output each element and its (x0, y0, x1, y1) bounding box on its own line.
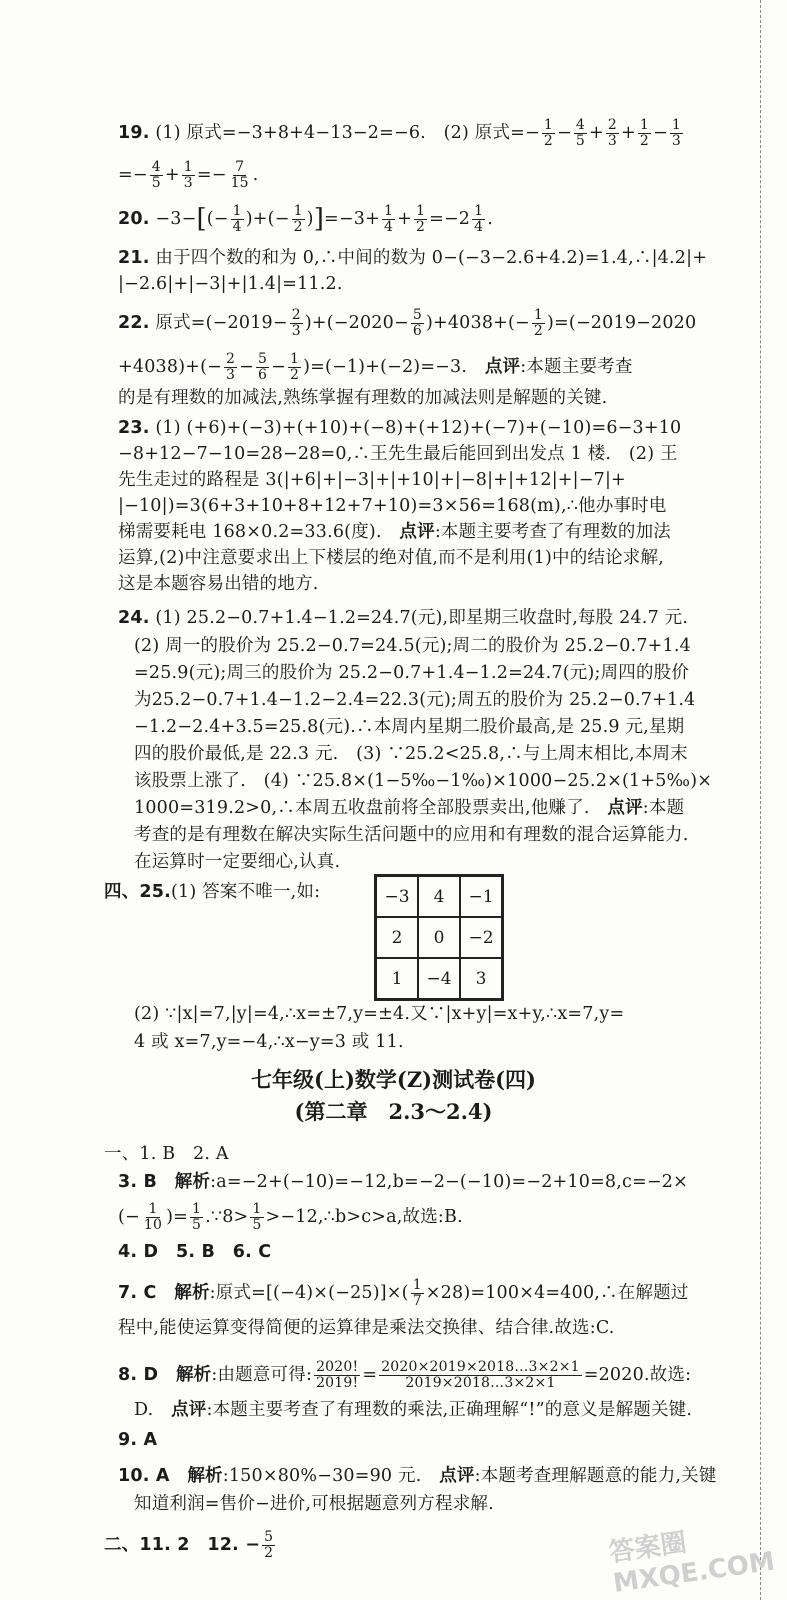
q24-line2: (2) 周一的股价为 25.2−0.7=24.5(元);周二的股价为 25.2−0.7+1.4 (134, 636, 691, 656)
s1-q3-line1: 3. B 解析:a=−2+(−10)=−12,b=−2−(−10)=−2+10=8,c=−2× (118, 1172, 688, 1192)
s2-q11-12: 二、11. 2 12. − $\frac{5}{2}$ (104, 1529, 274, 1561)
s1-q8-line2: D. 点评:本题主要考查了有理数的乘法,正确理解“!”的意义是解题关键. (134, 1400, 693, 1420)
q23-line1: 23. (1) (+6)+(−3)+(+10)+(−8)+(+12)+(−7)+(−10)=6−3+10 (118, 418, 682, 438)
grid-cell: 4 (418, 876, 460, 918)
s1-q4-6: 4. D 5. B 6. C (118, 1242, 272, 1262)
q19-line2: =− $\frac{4}{5}$ + $\frac{1}{3}$ =− $\frac{7}{15}$ . (118, 159, 259, 191)
q20-line: 20. −3−[(− $\frac{1}{4}$ )+(− $\frac{1}{2}$ )]=−3+ $\frac{1}{4}$ + $\frac{1}{2}$ =−2 $\frac{1}{4}$ . (118, 203, 494, 235)
grid-cell: −4 (418, 958, 460, 1000)
grid-cell: −1 (460, 876, 503, 918)
q24-line1: 24. (1) 25.2−0.7+1.4−1.2=24.7(元),即星期三收盘时,每股 24.7 元. (118, 608, 689, 628)
grid-cell: 3 (460, 958, 503, 1000)
grid-cell: −3 (376, 876, 419, 918)
watermark-logo: 答案圈 MXQE.COM (607, 1527, 777, 1599)
q23-line3: 先生走过的路程是 3(|+6|+|−3|+|+10|+|−8|+|+12|+|−7|+ (118, 470, 626, 490)
q25-line2: (2) ∵|x|=7,|y|=4,∴x=±7,y=±4.又∵|x+y|=x+y,∴x=7,y= (134, 1004, 625, 1024)
q25-line1: 四、25.(1) 答案不唯一,如: (104, 882, 321, 902)
magic-square-grid (374, 874, 504, 1001)
q23-line2: −8+12−7−10=28−28=0,∴王先生最后能回到出发点 1 楼. (2) 王 (118, 444, 678, 464)
q24-line4: 为25.2−0.7+1.4−1.2−2.4=22.3(元);周五的股价为 25.2−0.7+1.4 (134, 690, 696, 710)
s1-q7-line2: 程中,能使运算变得简便的运算律是乘法交换律、结合律.故选:C. (118, 1318, 615, 1338)
q22-line1: 22. 原式=(−2019− $\frac{2}{3}$ )+(−2020− $\frac{5}{6}$ )+4038+(− $\frac{1}{2}$ )=(−2019−2020 (118, 307, 697, 339)
q22-line3: 的是有理数的加减法,熟练掌握有理数的加减法则是解题的关键. (118, 388, 608, 408)
q24-line5: −1.2−2.4+3.5=25.8(元).∴本周内星期二股价最高,是 25.9 元,星期 (134, 717, 685, 737)
test-subtitle: (第二章 2.3～2.4) (294, 1099, 493, 1124)
q19-line1: 19. (1) 原式=−3+8+4−13−2=−6. (2) 原式=− $\frac{1}{2}$ − $\frac{4}{5}$ + $\frac{2}{3}$ + $\frac{1}{2}$ − $\frac{1}{3}$ (118, 117, 681, 149)
q23-line4: |−10|)=3(6+3+10+8+12+7+10)=3×56=168(m),∴他办事时电 (118, 496, 667, 516)
grid-cell: 0 (418, 917, 460, 958)
q24-line7: 该股票上涨了. (4) ∵25.8×(1−5‰−1‰)×1000−25.2×(1+5‰)× (134, 771, 713, 791)
s1-q1-2: 一、1. B 2. A (104, 1144, 229, 1164)
q21-line1: 21. 由于四个数的和为 0,∴中间的数为 0−(−3−2.6+4.2)=1.4,∴|4.2|+ (118, 248, 708, 268)
q25-line3: 4 或 x=7,y=−4,∴x−y=3 或 11. (134, 1032, 404, 1052)
q23-line6: 运算,(2)中注意要求出上下楼层的绝对值,而不是利用(1)中的结论求解, (118, 548, 664, 568)
q22-line2: +4038)+(− $\frac{2}{3}$ − $\frac{5}{6}$ − $\frac{1}{2}$ )=(−1)+(−2)=−3. 点评:本题主要考查 (118, 351, 633, 383)
grid-cell: 2 (376, 917, 419, 958)
s1-q3-line2: (− $\frac{1}{10}$ )= $\frac{1}{5}$ .∵8> $\frac{1}{5}$ >−12,∴b>c>a,故选:B. (118, 1201, 463, 1233)
q21-line2: |−2.6|+|−3|+|1.4|=11.2. (118, 274, 343, 294)
q23-line7: 这是本题容易出错的地方. (118, 574, 319, 594)
q24-line8: 1000=319.2>0,∴本周五收盘前将全部股票卖出,他赚了. 点评:本题 (134, 798, 685, 818)
q24-line6: 四的股价最低,是 22.3 元. (3) ∵25.2<25.8,∴与上周末相比,本周末 (134, 744, 688, 764)
q24-line3: =25.9(元);周三的股价为 25.2−0.7+1.4−1.2=24.7(元);周四的股价 (134, 663, 690, 683)
s1-q10-line1: 10. A 解析:150×80%−30=90 元. 点评:本题考查理解题意的能力,关键 (118, 1466, 717, 1486)
q24-line10: 在运算时一定要细心,认真. (134, 852, 341, 872)
q23-line5: 梯需要耗电 168×0.2=33.6(度). 点评:本题主要考查了有理数的加法 (118, 522, 672, 542)
q24-line9: 考查的是有理数在解决实际生活问题中的应用和有理数的混合运算能力. (134, 825, 689, 845)
s1-q8-line1: 8. D 解析:由题意可得: $\frac{2020!}{2019!}$ = $\frac{2020\times 2019\times 2018\dots 3\times 2\times 1}{2019\times 2018\dots 3\times 2\times 1}$ =2020.故选: (118, 1359, 692, 1391)
test-title: 七年级(上)数学(Z)测试卷(四) (251, 1067, 536, 1092)
grid-cell: −2 (460, 917, 503, 958)
s1-q9: 9. A (118, 1430, 158, 1450)
grid-cell: 1 (376, 958, 419, 1000)
s1-q7-line1: 7. C 解析:原式=[(−4)×(−25)]×( $\frac{1}{7}$ ×28)=100×4=400,∴在解题过 (118, 1277, 689, 1309)
s1-q10-line2: 知道利润=售价−进价,可根据题意列方程求解. (134, 1494, 494, 1514)
